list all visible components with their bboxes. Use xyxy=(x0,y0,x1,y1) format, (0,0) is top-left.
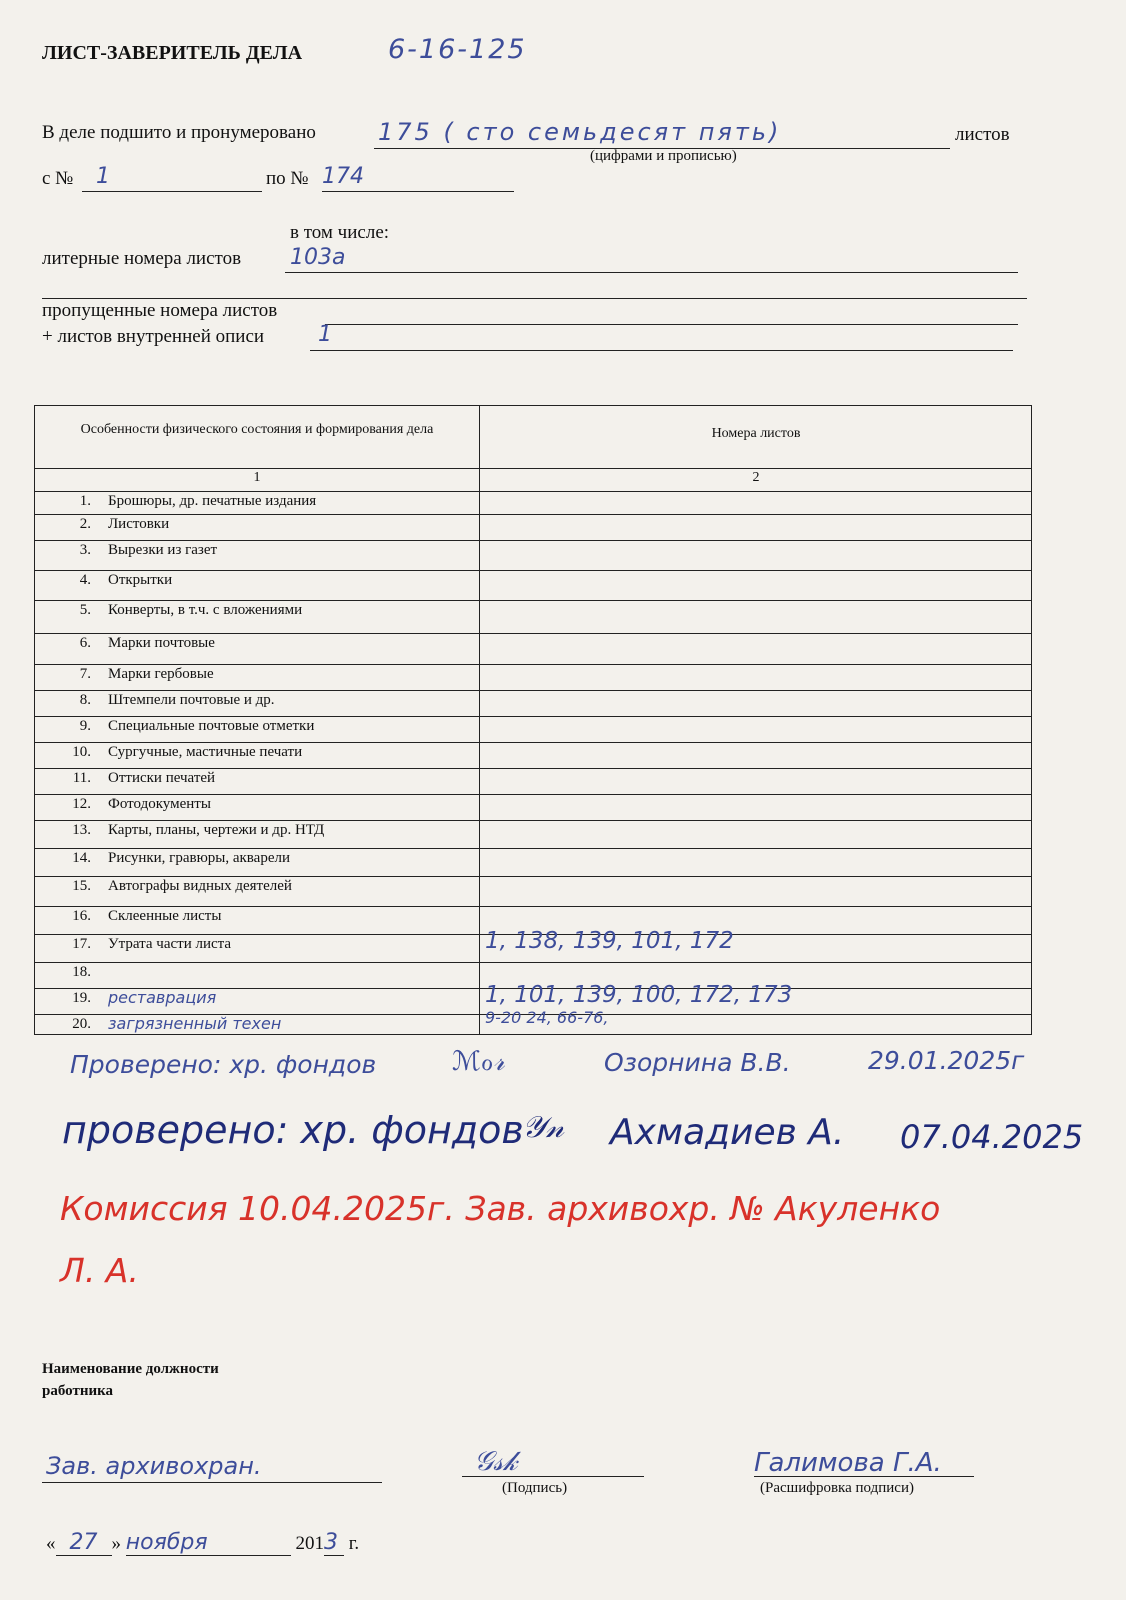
missing-label: пропущенные номера листов xyxy=(42,300,278,321)
check1-name: Озорнина В.В. xyxy=(604,1048,791,1077)
signature-label: (Подпись) xyxy=(502,1480,568,1496)
row-number: 10. xyxy=(72,744,91,760)
range-to-label: по № xyxy=(266,168,309,189)
row-label: Сургучные, мастичные печати xyxy=(108,744,303,760)
row-divider xyxy=(35,570,1031,571)
row-number: 18. xyxy=(72,964,91,980)
check1-date: 29.01.2025г xyxy=(868,1046,1025,1075)
row-label: Утрата части листа xyxy=(108,936,232,952)
col1-header: Особенности физического состояния и формирования дела xyxy=(80,422,434,437)
check2-note: проверено: хр. фондов xyxy=(62,1108,524,1152)
row-number: 5. xyxy=(79,602,91,618)
row-divider xyxy=(35,540,1031,541)
row-number: 11. xyxy=(72,770,91,786)
check1-note: Проверено: хр. фондов xyxy=(70,1050,377,1079)
date-year-digit: 3 xyxy=(324,1530,344,1556)
row-label: Оттиски печатей xyxy=(108,770,216,786)
row-label: Брошюры, др. печатные издания xyxy=(108,493,317,509)
date-open-quote: « xyxy=(46,1533,56,1554)
row-label: Фотодокументы xyxy=(108,796,211,812)
row-sheet-numbers: 1, 138, 139, 101, 172 xyxy=(485,928,734,954)
case-code: 6-16-125 xyxy=(388,34,527,65)
range-to-underline xyxy=(322,191,514,192)
range-from-value: 1 xyxy=(96,164,110,189)
row-label: загрязненный техен xyxy=(108,1014,282,1033)
decode-underline xyxy=(754,1476,974,1477)
row-label: Штемпели почтовые и др. xyxy=(108,692,275,708)
check2-date: 07.04.2025 xyxy=(900,1118,1084,1156)
row-number: 7. xyxy=(79,666,91,682)
row-divider xyxy=(35,768,1031,769)
row-number: 9. xyxy=(79,718,91,734)
row-label: Конверты, в т.ч. с вложениями xyxy=(108,602,303,618)
row-label: Листовки xyxy=(108,516,170,532)
row-label: Рисунки, гравюры, акварели xyxy=(108,850,291,866)
inventory-underline xyxy=(310,350,1013,351)
row-divider xyxy=(35,664,1031,665)
inventory-label: + листов внутренней описи xyxy=(42,326,265,347)
col2-number: 2 xyxy=(752,470,760,485)
date-year-prefix: 201 xyxy=(295,1533,324,1554)
row-divider xyxy=(35,906,1031,907)
col2-header: Номера листов xyxy=(711,426,801,441)
range-to-value: 174 xyxy=(322,164,364,189)
row-label: Карты, планы, чертежи и др. НТД xyxy=(108,822,325,838)
position-value: Зав. архивохран. xyxy=(46,1452,262,1480)
row-divider xyxy=(35,848,1031,849)
filed-value: 175 ( сто семьдесят пять) xyxy=(378,118,782,146)
letter-underline xyxy=(285,272,1018,273)
row-label: Открытки xyxy=(108,572,173,588)
row-number: 4. xyxy=(79,572,91,588)
row-number: 14. xyxy=(72,850,91,866)
letter-value: 103а xyxy=(290,245,346,270)
page-title: ЛИСТ-ЗАВЕРИТЕЛЬ ДЕЛА xyxy=(42,42,303,64)
row-divider xyxy=(35,600,1031,601)
row-label: Автографы видных деятелей xyxy=(108,878,292,894)
row-number: 19. xyxy=(72,990,91,1006)
row-divider xyxy=(35,690,1031,691)
header-divider xyxy=(35,468,1031,469)
range-from-label: с № xyxy=(42,168,74,189)
date-day: 27 xyxy=(56,1530,112,1556)
date-suffix: г. xyxy=(348,1533,360,1554)
row-divider xyxy=(35,794,1031,795)
check2-signature: 𝒴𝓃 xyxy=(522,1110,564,1145)
row-label: Специальные почтовые отметки xyxy=(108,718,315,734)
row-number: 8. xyxy=(79,692,91,708)
row-number: 12. xyxy=(72,796,91,812)
row-number: 16. xyxy=(72,908,91,924)
row-label: Вырезки из газет xyxy=(108,542,218,558)
row-number: 13. xyxy=(72,822,91,838)
including-heading: в том числе: xyxy=(290,222,390,243)
letter-label: литерные номера листов xyxy=(42,248,242,269)
col1-number: 1 xyxy=(253,470,261,485)
position-underline xyxy=(42,1482,382,1483)
row-number: 6. xyxy=(79,635,91,651)
row-divider xyxy=(35,514,1031,515)
signature-mark: 𝒢𝓈𝓀 xyxy=(474,1446,518,1477)
date-line xyxy=(46,1530,359,1556)
range-from-underline xyxy=(82,191,262,192)
decode-label: (Расшифровка подписи) xyxy=(760,1480,914,1496)
date-close-quote: » xyxy=(111,1533,121,1554)
check1-signature: ℳℴ𝓇 xyxy=(452,1046,505,1077)
row-sheet-numbers: 9-20 24, 66-76, xyxy=(485,1008,609,1027)
missing-underline xyxy=(325,324,1018,325)
position-label: Наименование должности работника xyxy=(42,1361,219,1399)
filed-unit: листов xyxy=(955,124,1010,145)
row-label: Марки почтовые xyxy=(108,635,215,651)
row-divider xyxy=(35,820,1031,821)
filed-label: В деле подшито и пронумеровано xyxy=(42,122,316,143)
row-label: Марки гербовые xyxy=(108,666,214,682)
row-divider xyxy=(35,876,1031,877)
commission-note: Комиссия 10.04.2025г. Зав. архивохр. № Акуленко Л. А. xyxy=(60,1189,941,1290)
decode-value: Галимова Г.А. xyxy=(754,1448,942,1478)
row-label: Склеенные листы xyxy=(108,908,222,924)
row-label: реставрация xyxy=(108,988,217,1007)
row-number: 3. xyxy=(79,542,91,558)
filed-hint: (цифрами и прописью) xyxy=(590,148,737,164)
date-month: ноября xyxy=(126,1530,291,1556)
letter-underline-2 xyxy=(42,298,1027,299)
row-divider xyxy=(35,716,1031,717)
row-divider xyxy=(35,962,1031,963)
inventory-value: 1 xyxy=(318,322,332,347)
row-number: 2. xyxy=(79,516,91,532)
number-row-divider xyxy=(35,491,1031,492)
row-divider xyxy=(35,742,1031,743)
physical-state-table xyxy=(34,405,1032,1035)
signature-underline xyxy=(462,1476,644,1477)
row-sheet-numbers: 1, 101, 139, 100, 172, 173 xyxy=(485,982,793,1008)
check2-name: Ахмадиев А. xyxy=(610,1112,845,1153)
table-column-divider xyxy=(479,406,480,1034)
row-number: 1. xyxy=(79,493,91,509)
row-number: 17. xyxy=(72,936,91,952)
row-number: 20. xyxy=(72,1016,91,1032)
row-number: 15. xyxy=(72,878,91,894)
row-divider xyxy=(35,633,1031,634)
